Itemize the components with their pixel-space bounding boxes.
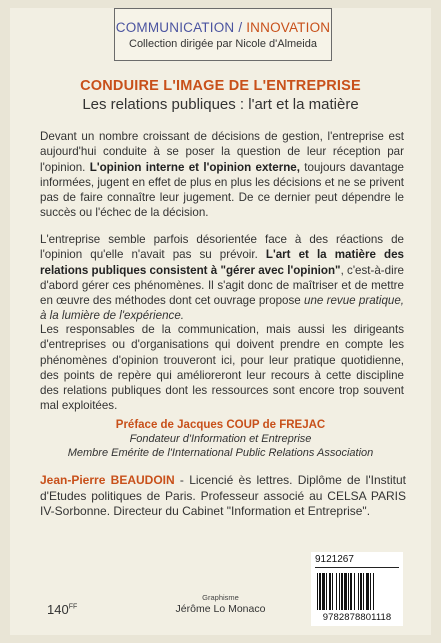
product-code: 9121267 [315, 554, 354, 565]
author-name: Jean-Pierre BEAUDOIN [40, 473, 175, 487]
paragraph-2-emphasis: L'art et la matière des relations publiques consistent à "gérer avec l'opinion" [40, 248, 404, 277]
credit-label: Graphisme [202, 593, 239, 602]
price-unit: FF [68, 603, 78, 611]
price-value: 140 [47, 602, 69, 617]
paragraph-2-text-c: , c'est-à-dire d'abord gérer ces phénomènes. Il s'agit donc de maîtriser et de mettre en œuvre des méthodes dont cet ouvrage propose [40, 263, 405, 308]
author-bio-text: - Licencié ès lettres. Diplôme de l'Institut d'Etudes politiques de Paris. Professeur associé au CELSA PARIS IV-Sorbonne. Directeur du Cabinet "Information et Entreprise". [40, 473, 406, 519]
paragraph-2-italic: une revue pratique, à la lumière de l'expérience. [40, 294, 405, 323]
series-title [115, 20, 331, 35]
paragraph-1-text-c: toujours davantage informées, jugent en effet de plus en plus les décisions et ne se privent pas de faire connaître leur jugement. De ce dernier peut dépendre le succès ou l'échec de la décision. [40, 160, 405, 220]
barcode-graphic [317, 573, 397, 610]
series-left: COMMUNICATION [115, 20, 235, 35]
preface-role-1: Fondateur d'Information et Entreprise [129, 433, 312, 445]
book-title: CONDUIRE L'IMAGE DE L'ENTREPRISE [80, 78, 361, 94]
book-subtitle: Les relations publiques : l'art et la matière [82, 96, 359, 113]
paragraph-3: Les responsables de la communication, mais aussi les dirigeants d'entreprises ou d'organisations qui doivent prendre en compte les phénomènes d'opinion trouveront ici, pour leur pratique quotidienne, des points de repère qui amélioreront leur recours à cette discipline des relations publiques dont les ressources sont encore trop souvent mal exploitées. [40, 323, 404, 413]
barcode-label [311, 552, 403, 626]
series-separator: / [238, 20, 243, 35]
divider [315, 567, 399, 568]
paragraph-2 [40, 232, 404, 324]
author-bio [40, 473, 406, 520]
series-right: INNOVATION [246, 20, 331, 35]
paragraph-1-emphasis: L'opinion interne et l'opinion externe, [89, 160, 300, 174]
series-header [114, 8, 332, 61]
paragraph-1 [40, 129, 404, 221]
preface-role-2: Membre Emérite de l'International Public Relations Association [67, 447, 374, 459]
isbn-number: 9782878801118 [322, 612, 392, 623]
collection-editor: Collection dirigée par Nicole d'Almeida [129, 38, 317, 50]
paragraph-2-text-a: L'entreprise semble parfois désorientée face à des réactions de l'opinion qu'elle n'avait pas su prévoir. [40, 233, 404, 262]
preface-line: Préface de Jacques COUP de FREJAC [115, 419, 326, 431]
designer-name: Jérôme Lo Monaco [175, 603, 266, 615]
preface-block [0, 418, 441, 460]
paragraph-1-text-a: Devant un nombre croissant de décisions de gestion, l'entreprise est aujourd'hui conduite à se poser la question de leur réception par l'opinion. [40, 130, 404, 174]
